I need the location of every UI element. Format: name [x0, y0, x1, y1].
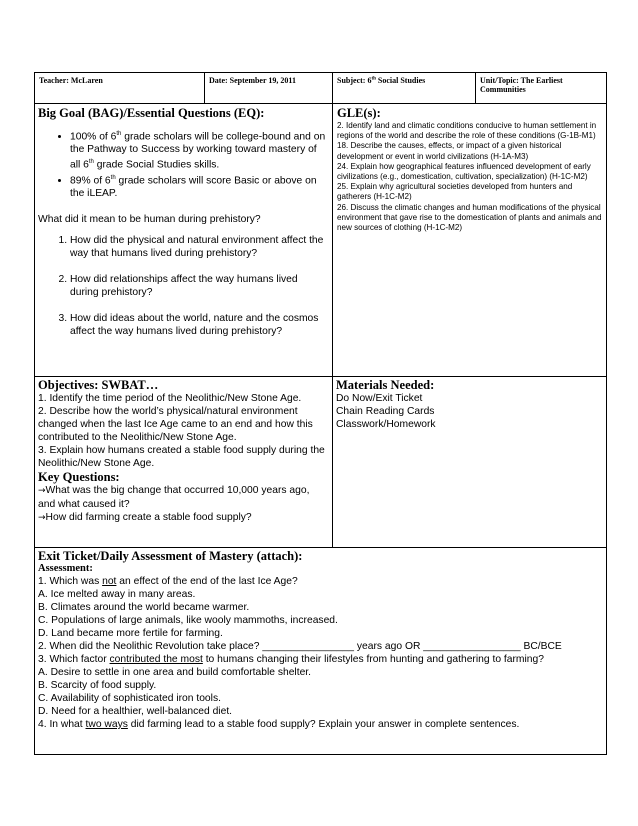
question-2: 2. When did the Neolithic Revolution take place? ________________ years ago OR _________________ BC/BCE [38, 641, 562, 652]
big-goal-title: Big Goal (BAG)/Essential Questions (EQ): [38, 106, 265, 120]
gle-item: 2. Identify land and climatic conditions conducive to human settlement in regions of the world and describe the role of these conditions (G-1B-M1) [337, 121, 597, 141]
objective-item: 1. Identify the time period of the Neolithic/New Stone Age. [38, 393, 302, 404]
answer-option: D. Need for a healthier, well-balanced diet. [38, 706, 233, 717]
gle-cell [333, 104, 607, 377]
material-item: Chain Reading Cards [336, 406, 435, 417]
answer-option: D. Land became more fertile for farming. [38, 628, 223, 639]
essential-question: 3. How did ideas about the world, nature and the cosmos affect the way humans lived during prehistory? [70, 312, 329, 338]
goal-item: • 100% of 6th grade scholars will be college-bound and on the Pathway to Success by working toward mastery of all 6th grade Social Studies skills. [70, 128, 329, 172]
gle-title: GLE(s): [337, 106, 381, 120]
gle-list [337, 121, 602, 233]
goals-list [38, 128, 329, 200]
question-4: 4. In what two ways did farming lead to a stable food supply? Explain your answer in complete sentences. [38, 719, 520, 730]
subject-cell: Subject: 6th Social Studies [333, 73, 476, 104]
question-1: 1. Which was not an effect of the end of the last Ice Age? [38, 576, 298, 587]
lesson-plan-table [34, 72, 607, 755]
big-goal-cell [35, 104, 333, 377]
objectives-title: Objectives: SWBAT… [38, 378, 159, 392]
answer-option: B. Scarcity of food supply. [38, 680, 157, 691]
essential-question: 1. How did the physical and natural environment affect the way that humans lived during prehistory? [70, 234, 329, 260]
eq-intro: What did it mean to be human during prehistory? [38, 214, 261, 226]
arrow-icon: → [38, 486, 46, 496]
lesson-plan [34, 72, 606, 755]
question-3: 3. Which factor contributed the most to humans changing their lifestyles from hunting and gathering to farming? [38, 654, 544, 665]
answer-option: B. Climates around the world became warmer. [38, 602, 250, 613]
goal-item: • 89% of 6th grade scholars will score Basic or above on the iLEAP. [70, 172, 329, 200]
gle-item: 25. Explain why agricultural societies developed from hunters and gatherers (H-1C-M2) [337, 182, 573, 202]
materials-title: Materials Needed: [336, 378, 435, 392]
essential-questions [38, 234, 329, 338]
objective-item: 2. Describe how the world’s physical/natural environment changed when the last Ice Age came to an end and how this contributed to the Neolithic/New Stone Age. [38, 406, 313, 443]
material-item: Classwork/Homework [336, 419, 436, 430]
gle-item: 18. Describe the causes, effects, or impact of a given historical development or event in world civilizations (H-1A-M3) [337, 141, 562, 161]
objectives-cell [35, 377, 333, 548]
objectives-list [38, 392, 329, 470]
unit-cell: Unit/Topic: The Earliest Communities [476, 73, 607, 104]
materials-list [336, 392, 603, 431]
objective-item: 3. Explain how humans created a stable food supply during the Neolithic/New Stone Age. [38, 445, 325, 469]
assessment-row [35, 548, 607, 755]
assessment-questions [38, 575, 603, 731]
key-question: →How did farming create a stable food supply? [38, 512, 252, 523]
answer-option: C. Availability of sophisticated iron tools. [38, 693, 221, 704]
arrow-icon: → [38, 513, 46, 523]
date-cell: Date: September 19, 2011 [205, 73, 333, 104]
materials-cell [333, 377, 607, 548]
teacher-cell: Teacher: McLaren [35, 73, 205, 104]
key-question: →What was the big change that occurred 10,000 years ago, and what caused it? [38, 485, 310, 510]
answer-option: A. Ice melted away in many areas. [38, 589, 196, 600]
material-item: Do Now/Exit Ticket [336, 393, 423, 404]
goals-row [35, 104, 607, 377]
key-questions-list [38, 484, 329, 525]
header-row [35, 73, 607, 104]
objectives-row [35, 377, 607, 548]
assessment-cell [35, 548, 607, 755]
essential-question: 2. How did relationships affect the way humans lived during prehistory? [70, 273, 329, 299]
answer-option: C. Populations of large animals, like wooly mammoths, increased. [38, 615, 338, 626]
answer-option: A. Desire to settle in one area and build comfortable shelter. [38, 667, 312, 678]
key-questions-title: Key Questions: [38, 470, 120, 484]
gle-item: 24. Explain how geographical features influenced development of early civilizations (e.g., domestication, cultivation, specialization) (H-1C-M2) [337, 161, 591, 182]
assessment-title: Exit Ticket/Daily Assessment of Mastery (attach): [38, 549, 303, 563]
assessment-label: Assessment: [38, 563, 93, 574]
gle-item: 26. Discuss the climatic changes and human modifications of the physical environment that gave rise to the domestication of plants and animals and new sources of clothing (H-1C-M2) [337, 202, 602, 233]
